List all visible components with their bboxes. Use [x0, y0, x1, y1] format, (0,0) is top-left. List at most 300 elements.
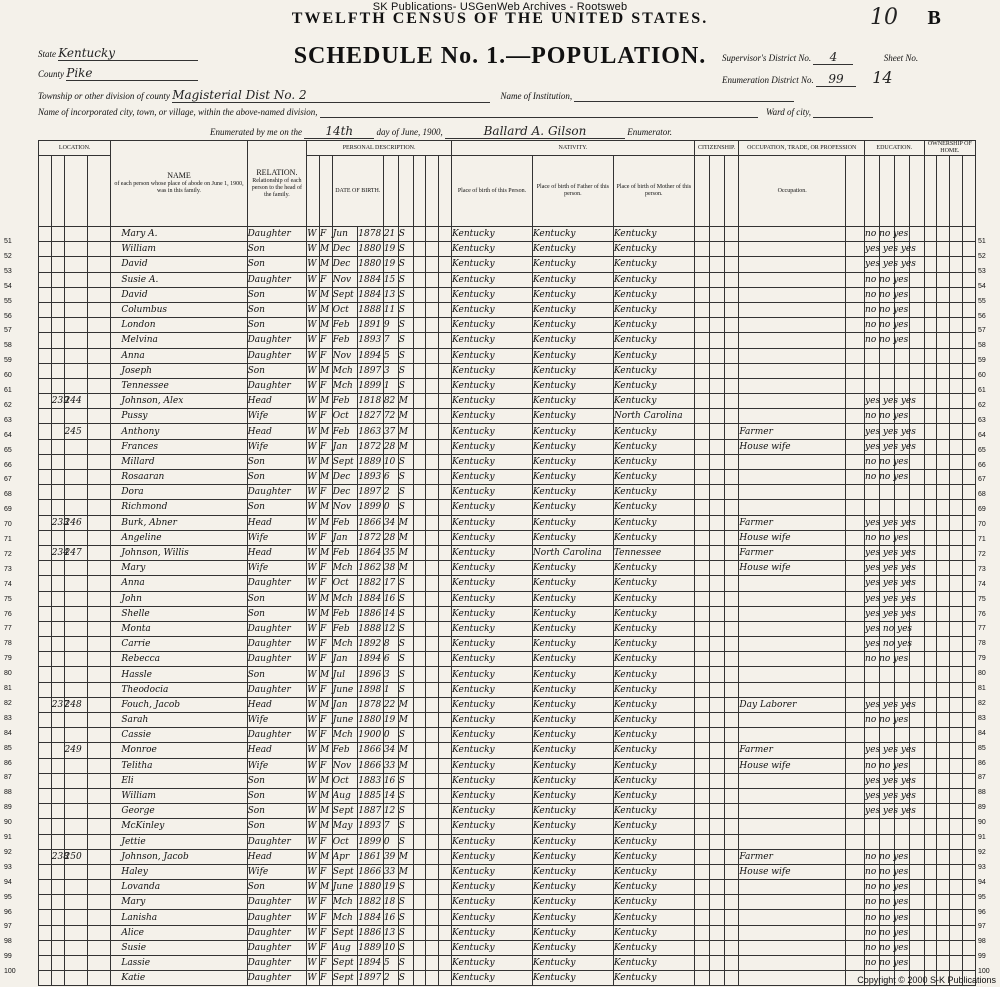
cell-empty	[845, 728, 864, 743]
cell-sex: M	[319, 880, 332, 895]
cell-month: June	[332, 682, 358, 697]
cell-empty	[413, 333, 426, 348]
cell-family: 248	[64, 697, 87, 712]
cell-empty	[845, 652, 864, 667]
cell-empty	[87, 621, 110, 636]
cell-empty	[694, 956, 709, 971]
cell-name: Johnson, Alex	[111, 394, 247, 409]
row-number: 61	[4, 387, 12, 394]
cell-empty	[426, 971, 439, 986]
cell-empty	[962, 302, 975, 317]
cell-house	[51, 743, 64, 758]
cell-empty	[962, 773, 975, 788]
cell-street	[39, 454, 52, 469]
cell-occ	[739, 728, 845, 743]
cell-empty	[413, 485, 426, 500]
cell-empty	[426, 272, 439, 287]
cell-empty	[724, 621, 739, 636]
row-number: 77	[4, 625, 12, 633]
cell-edu: no no yes	[865, 333, 880, 348]
cell-age: 34	[383, 515, 398, 530]
cell-edu	[865, 378, 880, 393]
cell-rel: Son	[247, 363, 307, 378]
cell-occ	[739, 485, 845, 500]
cell-empty	[694, 910, 709, 925]
cell-empty	[962, 834, 975, 849]
row-number: 70	[4, 521, 12, 529]
cell-empty	[426, 713, 439, 728]
cell-street	[39, 804, 52, 819]
cell-age: 37	[383, 424, 398, 439]
cell-empty	[879, 819, 894, 834]
cell-age: 28	[383, 439, 398, 454]
cell-empty	[845, 940, 864, 955]
cell-occ	[739, 940, 845, 955]
cell-age: 33	[383, 864, 398, 879]
cell-empty	[709, 378, 724, 393]
cell-family	[64, 561, 87, 576]
cell-empty	[937, 925, 950, 940]
cell-empty	[845, 378, 864, 393]
cell-occ	[739, 257, 845, 272]
cell-empty	[724, 788, 739, 803]
cell-birth: Kentucky	[452, 758, 533, 773]
cell-age: 0	[383, 500, 398, 515]
cell-empty	[950, 515, 963, 530]
day-label: day of June, 1900,	[376, 127, 443, 137]
cell-father: Kentucky	[532, 956, 613, 971]
cell-col: W	[307, 530, 320, 545]
cell-rel: Daughter	[247, 956, 307, 971]
cell-empty	[937, 378, 950, 393]
cell-empty	[694, 849, 709, 864]
cell-empty	[962, 697, 975, 712]
cell-empty	[694, 272, 709, 287]
cell-empty	[426, 864, 439, 879]
cell-name: Lanisha	[111, 910, 247, 925]
cell-empty	[924, 713, 937, 728]
cell-age: 5	[383, 348, 398, 363]
cell-edu: yes no yes	[865, 621, 880, 636]
cell-name: Joseph	[111, 363, 247, 378]
cell-house	[51, 500, 64, 515]
cell-rel: Son	[247, 302, 307, 317]
cell-month: Feb	[332, 621, 358, 636]
cell-rel: Daughter	[247, 971, 307, 986]
cell-rel: Daughter	[247, 925, 307, 940]
cell-empty	[709, 242, 724, 257]
cell-sex: M	[319, 424, 332, 439]
row-number: 97	[978, 923, 986, 931]
cell-empty	[937, 956, 950, 971]
cell-empty	[709, 713, 724, 728]
cell-empty	[845, 758, 864, 773]
row-number: 62	[978, 401, 986, 409]
table-row	[39, 485, 976, 500]
cell-empty	[962, 880, 975, 895]
cell-rel: Head	[247, 424, 307, 439]
cell-empty	[924, 621, 937, 636]
cell-empty	[724, 576, 739, 591]
cell-empty	[426, 348, 439, 363]
cell-house	[51, 470, 64, 485]
cell-empty	[894, 485, 909, 500]
cell-empty	[709, 227, 724, 242]
cell-street	[39, 333, 52, 348]
cell-family: 247	[64, 545, 87, 560]
cell-col: W	[307, 394, 320, 409]
cell-empty	[950, 910, 963, 925]
cell-empty	[924, 637, 937, 652]
cell-year: 1886	[358, 925, 384, 940]
cell-col: W	[307, 318, 320, 333]
cell-empty	[87, 302, 110, 317]
cell-empty	[709, 773, 724, 788]
cell-mother: Kentucky	[613, 804, 694, 819]
cell-family	[64, 348, 87, 363]
cell-empty	[845, 515, 864, 530]
row-number: 93	[978, 863, 986, 871]
cell-empty	[950, 348, 963, 363]
institution-label: Name of Institution,	[500, 91, 573, 101]
cell-rel: Son	[247, 500, 307, 515]
table-row	[39, 302, 976, 317]
cell-empty	[724, 470, 739, 485]
cell-edu	[865, 500, 880, 515]
cell-empty	[87, 940, 110, 955]
relation-header-title: RELATION.	[256, 167, 298, 177]
cell-empty	[937, 561, 950, 576]
row-number: 67	[4, 476, 12, 484]
cell-empty	[845, 697, 864, 712]
cell-birth: Kentucky	[452, 621, 533, 636]
cell-mother: Kentucky	[613, 424, 694, 439]
cell-father: Kentucky	[532, 971, 613, 986]
cell-rel: Daughter	[247, 333, 307, 348]
cell-birth: Kentucky	[452, 880, 533, 895]
cell-empty	[950, 788, 963, 803]
cell-sex: M	[319, 257, 332, 272]
cell-empty	[950, 940, 963, 955]
cell-age: 16	[383, 773, 398, 788]
cell-empty	[962, 925, 975, 940]
cell-empty	[709, 363, 724, 378]
cell-birth: Kentucky	[452, 394, 533, 409]
table-row	[39, 394, 976, 409]
cell-empty	[724, 591, 739, 606]
cell-empty	[909, 272, 924, 287]
cell-birth: Kentucky	[452, 257, 533, 272]
row-number: 56	[4, 312, 12, 320]
cell-age: 7	[383, 819, 398, 834]
table-row	[39, 804, 976, 819]
cell-empty	[426, 758, 439, 773]
cell-cond: S	[398, 773, 413, 788]
cell-empty	[962, 424, 975, 439]
cell-empty	[87, 257, 110, 272]
cell-empty	[426, 788, 439, 803]
ownership-header: OWNERSHIP OF HOME.	[924, 141, 975, 156]
cell-empty	[724, 318, 739, 333]
cell-empty	[924, 697, 937, 712]
cell-empty	[924, 363, 937, 378]
table-row	[39, 591, 976, 606]
cell-empty	[909, 500, 924, 515]
cell-house	[51, 682, 64, 697]
cell-empty	[694, 773, 709, 788]
cell-empty	[937, 439, 950, 454]
cell-empty	[724, 454, 739, 469]
cell-empty	[439, 606, 452, 621]
cell-empty	[426, 439, 439, 454]
row-number: 70	[978, 521, 986, 529]
cell-empty	[924, 378, 937, 393]
cell-month: Mch	[332, 895, 358, 910]
cell-occ	[739, 363, 845, 378]
cell-cond: M	[398, 439, 413, 454]
cell-empty	[937, 500, 950, 515]
cell-name: Johnson, Willis	[111, 545, 247, 560]
cell-empty	[924, 287, 937, 302]
cell-empty	[845, 500, 864, 515]
cell-empty	[962, 819, 975, 834]
row-number: 61	[978, 387, 986, 394]
cell-mother: Kentucky	[613, 758, 694, 773]
cell-mother: North Carolina	[613, 409, 694, 424]
cell-cond: S	[398, 606, 413, 621]
row-number: 74	[4, 580, 12, 588]
cell-empty	[709, 667, 724, 682]
cell-mother: Kentucky	[613, 743, 694, 758]
cell-empty	[709, 318, 724, 333]
cell-mother: Kentucky	[613, 940, 694, 955]
cell-empty	[724, 895, 739, 910]
cell-family	[64, 819, 87, 834]
cell-mother: Kentucky	[613, 318, 694, 333]
cell-name: Melvina	[111, 333, 247, 348]
cell-col: W	[307, 819, 320, 834]
cell-birth: Kentucky	[452, 819, 533, 834]
cell-empty	[709, 956, 724, 971]
cell-edu: no no yes	[865, 925, 880, 940]
cell-sex: F	[319, 834, 332, 849]
cell-empty	[439, 788, 452, 803]
cell-birth: Kentucky	[452, 697, 533, 712]
cell-empty	[439, 545, 452, 560]
cell-empty	[845, 424, 864, 439]
cell-family	[64, 591, 87, 606]
cell-empty	[694, 576, 709, 591]
cell-month: Dec	[332, 242, 358, 257]
row-number: 99	[4, 953, 12, 961]
row-number: 78	[978, 640, 986, 648]
row-number: 64	[4, 431, 12, 439]
cell-empty	[845, 895, 864, 910]
row-number: 63	[4, 416, 12, 424]
cell-empty	[439, 272, 452, 287]
cell-rel: Wife	[247, 758, 307, 773]
cell-street	[39, 470, 52, 485]
cell-empty	[413, 849, 426, 864]
cell-empty	[439, 682, 452, 697]
cell-father: Kentucky	[532, 454, 613, 469]
cell-empty	[950, 697, 963, 712]
cell-age: 3	[383, 667, 398, 682]
cell-empty	[87, 880, 110, 895]
cell-empty	[426, 530, 439, 545]
cell-father: Kentucky	[532, 302, 613, 317]
cell-empty	[87, 363, 110, 378]
cell-empty	[950, 864, 963, 879]
cell-name: Hassle	[111, 667, 247, 682]
cell-father: Kentucky	[532, 272, 613, 287]
cell-empty	[962, 758, 975, 773]
cell-empty	[924, 743, 937, 758]
cell-occ	[739, 895, 845, 910]
cell-street	[39, 500, 52, 515]
cell-empty	[962, 576, 975, 591]
table-row	[39, 621, 976, 636]
cell-empty	[924, 454, 937, 469]
cell-street	[39, 318, 52, 333]
cell-birth: Kentucky	[452, 515, 533, 530]
cell-empty	[962, 318, 975, 333]
cell-sex: F	[319, 561, 332, 576]
cell-street	[39, 849, 52, 864]
cell-birth: Kentucky	[452, 500, 533, 515]
cell-empty	[709, 272, 724, 287]
cell-birth: Kentucky	[452, 804, 533, 819]
cell-age: 82	[383, 394, 398, 409]
cell-occ: House wife	[739, 439, 845, 454]
row-number: 80	[4, 670, 12, 678]
cell-empty	[413, 454, 426, 469]
cell-family	[64, 621, 87, 636]
cell-mother: Kentucky	[613, 272, 694, 287]
cell-street	[39, 925, 52, 940]
cell-age: 12	[383, 804, 398, 819]
cell-empty	[694, 864, 709, 879]
cell-father: Kentucky	[532, 424, 613, 439]
cell-month: Feb	[332, 333, 358, 348]
cell-year: 1899	[358, 834, 384, 849]
cell-occ	[739, 591, 845, 606]
row-number: 58	[4, 342, 12, 350]
cell-age: 15	[383, 272, 398, 287]
cell-empty	[845, 637, 864, 652]
cell-empty	[845, 272, 864, 287]
cell-occ	[739, 621, 845, 636]
cell-empty	[924, 530, 937, 545]
cell-name: David	[111, 257, 247, 272]
cell-empty	[709, 409, 724, 424]
cell-empty	[426, 956, 439, 971]
cell-mother: Kentucky	[613, 485, 694, 500]
cell-empty	[694, 378, 709, 393]
cell-rel: Daughter	[247, 272, 307, 287]
cell-empty	[426, 773, 439, 788]
cell-col: W	[307, 788, 320, 803]
cell-cond: S	[398, 348, 413, 363]
cell-empty	[413, 545, 426, 560]
cell-empty	[950, 485, 963, 500]
table-row	[39, 667, 976, 682]
cell-empty	[937, 880, 950, 895]
cell-street	[39, 394, 52, 409]
cell-empty	[694, 515, 709, 530]
cell-empty	[724, 834, 739, 849]
cell-col: W	[307, 849, 320, 864]
table-row	[39, 895, 976, 910]
cell-empty	[924, 257, 937, 272]
cell-occ: Farmer	[739, 424, 845, 439]
cell-birth: Kentucky	[452, 561, 533, 576]
cell-empty	[724, 880, 739, 895]
cell-empty	[950, 470, 963, 485]
cell-empty	[937, 728, 950, 743]
relation-header	[247, 141, 307, 227]
cell-mother: Kentucky	[613, 500, 694, 515]
cell-empty	[962, 788, 975, 803]
cell-empty	[724, 682, 739, 697]
cell-cond: M	[398, 530, 413, 545]
cell-edu: no no yes	[865, 895, 880, 910]
cell-year: 1861	[358, 849, 384, 864]
cell-empty	[426, 940, 439, 955]
cell-empty	[426, 910, 439, 925]
education-header: EDUCATION.	[865, 141, 925, 156]
cell-empty	[845, 743, 864, 758]
cell-empty	[894, 819, 909, 834]
cell-family	[64, 804, 87, 819]
cell-rel: Son	[247, 470, 307, 485]
cell-empty	[413, 470, 426, 485]
cell-empty	[845, 576, 864, 591]
cell-name: Lassie	[111, 956, 247, 971]
cell-empty	[87, 409, 110, 424]
cell-father: Kentucky	[532, 925, 613, 940]
cell-empty	[426, 302, 439, 317]
cell-rel: Head	[247, 545, 307, 560]
cell-empty	[962, 743, 975, 758]
cell-empty	[950, 667, 963, 682]
cell-empty	[694, 348, 709, 363]
cell-empty	[426, 318, 439, 333]
cell-empty	[87, 485, 110, 500]
cell-street	[39, 834, 52, 849]
cell-house	[51, 591, 64, 606]
cell-empty	[845, 318, 864, 333]
cell-rel: Daughter	[247, 576, 307, 591]
cell-empty	[724, 728, 739, 743]
cell-empty	[709, 500, 724, 515]
cell-edu: no no yes	[865, 910, 880, 925]
row-number: 93	[4, 863, 12, 871]
cell-empty	[439, 652, 452, 667]
cell-empty	[950, 834, 963, 849]
cell-occ	[739, 713, 845, 728]
cell-month: Jun	[332, 227, 358, 242]
cell-empty	[413, 227, 426, 242]
cell-occ	[739, 971, 845, 986]
cell-month: Jan	[332, 697, 358, 712]
cell-year: 1889	[358, 940, 384, 955]
cell-father: Kentucky	[532, 758, 613, 773]
cell-name: Burk, Abner	[111, 515, 247, 530]
cell-month: Sept	[332, 925, 358, 940]
cell-empty	[694, 713, 709, 728]
cell-street	[39, 424, 52, 439]
